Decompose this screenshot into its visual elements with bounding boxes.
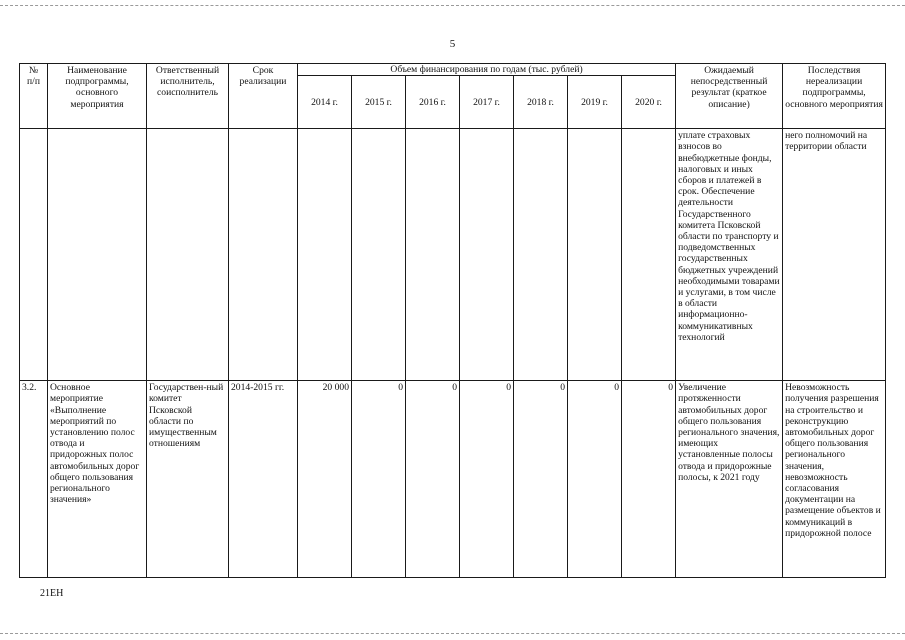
value-cell: 0	[406, 381, 460, 578]
empty-cell	[514, 129, 568, 381]
financing-table	[19, 63, 886, 578]
term-cell: 2014-2015 гг.	[229, 381, 298, 578]
header-year: 2019 г.	[568, 76, 622, 129]
table-row-continued	[20, 129, 886, 381]
result-cell: уплате страховых взносов во внебюджетные фонды, налоговых и иных сборов и платежей в срок. Обеспечение деятельности Государственного комитета Псковской области по транспорту и подведомственных государственных бюджетных учреждений необходимыми товарами и услугами, в том числе в области информационно-коммуникативных технологий	[676, 129, 783, 381]
consequences-cell: него полномочий на территории области	[783, 129, 886, 381]
header-name: Наименование подпрограммы, основного мероприятия	[48, 64, 147, 129]
header-financing: Объем финансирования по годам (тыс. рублей)	[298, 64, 676, 76]
header-consequences: Последствия нереализации подпрограммы, основного мероприятия	[783, 64, 886, 129]
measure-name: Основное мероприятие «Выполнение мероприятий по установлению полос отвода и придорожных полос автомобильных дорог общего пользования регионального значения»	[48, 381, 147, 578]
result-cell: Увеличение протяженности автомобильных дорог общего пользования регионального значения, имеющих установленные полосы отвода и придорожные полосы, к 2021 году	[676, 381, 783, 578]
empty-cell	[229, 129, 298, 381]
empty-cell	[460, 129, 514, 381]
header-term: Срок реализации	[229, 64, 298, 129]
value-cell: 0	[514, 381, 568, 578]
header-row	[20, 64, 886, 76]
scan-edge-bottom	[0, 633, 905, 635]
value-cell: 0	[568, 381, 622, 578]
scan-edge-top	[0, 5, 905, 7]
empty-cell	[352, 129, 406, 381]
empty-cell	[48, 129, 147, 381]
page-number: 5	[449, 38, 456, 50]
header-num: № п/п	[20, 64, 48, 129]
table-row-3-2	[20, 381, 886, 578]
value-cell: 0	[460, 381, 514, 578]
header-year: 2015 г.	[352, 76, 406, 129]
empty-cell	[568, 129, 622, 381]
row-number: 3.2.	[20, 381, 48, 578]
consequences-cell: Невозможность получения разрешения на строительство и реконструкцию автомобильных дорог общего пользования регионального значения, невозможность согласования документации на размещение объектов и коммуникаций в придорожной полосе	[783, 381, 886, 578]
document-code: 21ЕН	[40, 588, 64, 599]
empty-cell	[147, 129, 229, 381]
value-cell: 20 000	[298, 381, 352, 578]
header-year: 2017 г.	[460, 76, 514, 129]
empty-cell	[298, 129, 352, 381]
empty-cell	[622, 129, 676, 381]
empty-cell	[20, 129, 48, 381]
header-year: 2014 г.	[298, 76, 352, 129]
value-cell: 0	[352, 381, 406, 578]
header-result: Ожидаемый непосредственный результат (краткое описание)	[676, 64, 783, 129]
header-year: 2018 г.	[514, 76, 568, 129]
executor-cell: Государствен-ный комитет Псковской области по имущественным отношениям	[147, 381, 229, 578]
empty-cell	[406, 129, 460, 381]
header-year: 2020 г.	[622, 76, 676, 129]
value-cell: 0	[622, 381, 676, 578]
header-year: 2016 г.	[406, 76, 460, 129]
header-executor: Ответственный исполнитель, соисполнитель	[147, 64, 229, 129]
